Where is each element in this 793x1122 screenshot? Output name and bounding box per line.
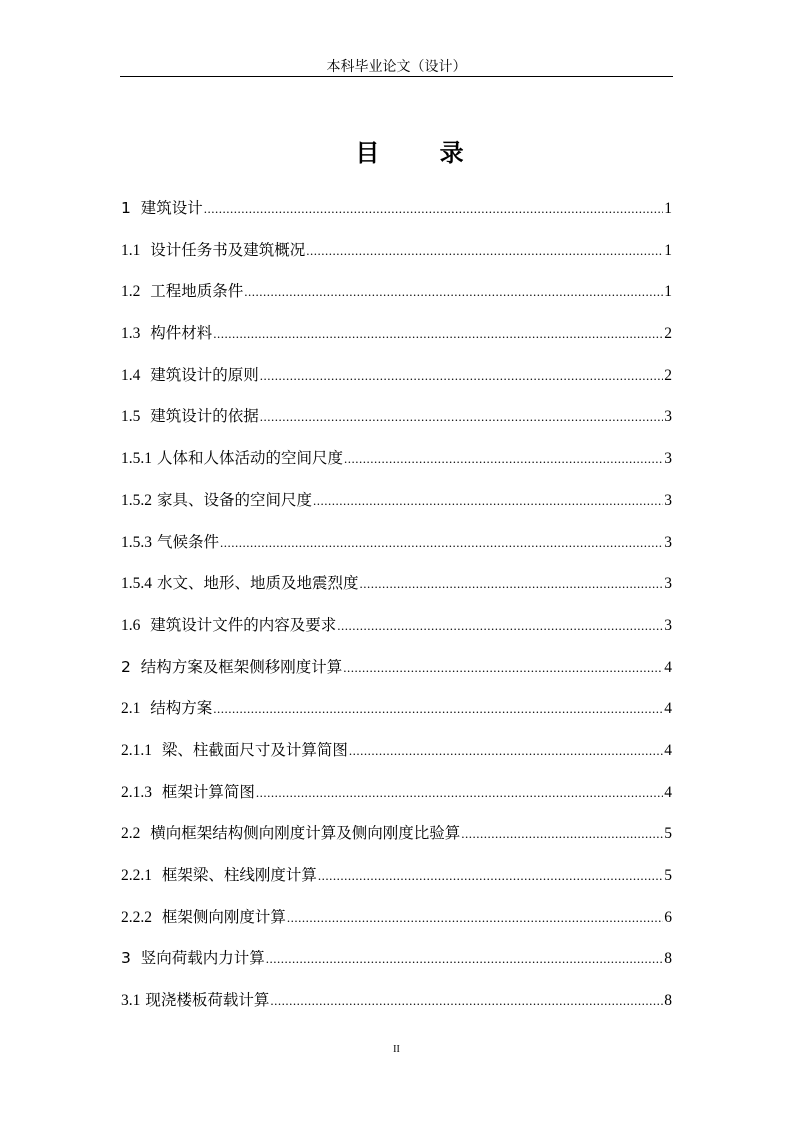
toc-entry-gap	[131, 658, 141, 676]
toc-entry-page: 3	[664, 450, 672, 468]
toc-entry-label: 建筑设计	[140, 199, 203, 217]
toc-leader-dots	[213, 326, 663, 342]
toc-entry[interactable]	[121, 988, 672, 1030]
toc-leader-dots	[256, 785, 663, 801]
toc-entry-label: 气候条件	[156, 532, 219, 551]
toc-entry-gap	[140, 699, 150, 717]
toc-entry-label: 建筑设计文件的内容及要求	[150, 615, 337, 634]
toc-entry-label: 家具、设备的空间尺度	[156, 490, 312, 509]
toc-leader-dots	[204, 201, 664, 217]
toc-entry-number: 1.5.2	[121, 491, 152, 509]
toc-entry-label: 工程地质条件	[150, 282, 244, 301]
toc-entry-label: 框架计算简图	[161, 782, 255, 801]
toc-entry-page: 1	[664, 283, 672, 301]
toc-entry[interactable]	[121, 696, 672, 738]
toc-entry[interactable]	[121, 238, 672, 280]
toc-entry-page: 5	[664, 867, 672, 884]
toc-entry-label: 人体和人体活动的空间尺度	[156, 449, 343, 468]
toc-entry-number: 1.3	[121, 325, 141, 343]
toc-entry-gap	[140, 366, 150, 384]
toc-entry-page: 3	[664, 616, 672, 634]
toc-entry[interactable]	[121, 446, 672, 488]
toc-entry-page: 3	[664, 491, 672, 509]
toc-entry[interactable]	[121, 738, 672, 780]
toc-leader-dots	[337, 618, 663, 634]
toc-entry[interactable]	[121, 905, 672, 947]
header-rule	[120, 76, 673, 77]
toc-entry-number: 1.5	[121, 408, 141, 426]
toc-entry-page: 8	[664, 992, 672, 1010]
toc-entry-label: 水文、地形、地质及地震烈度	[156, 574, 359, 593]
toc-leader-dots	[270, 993, 663, 1009]
toc-entry[interactable]	[121, 821, 672, 863]
toc-entry-label: 竖向荷载内力计算	[140, 949, 265, 968]
toc-leader-dots	[344, 451, 663, 467]
toc-title: 目 录	[355, 139, 490, 167]
toc-entry-page: 2	[664, 325, 672, 343]
toc-entry-label: 构件材料	[150, 324, 213, 343]
toc-entry-gap	[152, 741, 162, 759]
toc-entry-label: 框架侧向刚度计算	[161, 907, 286, 926]
running-header: 本科毕业论文（设计）	[326, 59, 467, 75]
toc-entry-page: 4	[664, 783, 672, 801]
toc-entry[interactable]	[121, 530, 672, 572]
toc-entry-number: 1	[121, 199, 131, 217]
toc-entry-page: 4	[664, 741, 672, 759]
toc-entry[interactable]	[121, 946, 672, 988]
toc-leader-dots	[306, 243, 663, 259]
toc-entry[interactable]	[121, 279, 672, 321]
toc-leader-dots	[244, 284, 663, 300]
toc-entry-number: 2.1.3	[121, 783, 152, 801]
toc-entry-page: 4	[664, 700, 672, 718]
toc-entry-number: 1.1	[121, 241, 141, 259]
toc-entry-number: 2.2.1	[121, 867, 152, 884]
toc-entry-gap	[131, 949, 141, 967]
toc-entry[interactable]	[121, 404, 672, 446]
toc-entry-label: 横向框架结构侧向刚度计算及侧向刚度比验算	[150, 824, 461, 843]
toc-entry-label: 建筑设计的原则	[150, 365, 259, 384]
toc-leader-dots	[343, 660, 663, 676]
toc-leader-dots	[461, 826, 663, 842]
toc-entry-page: 4	[664, 658, 672, 676]
toc-entry-page: 1	[664, 200, 672, 217]
toc-entry-number: 1.6	[121, 616, 141, 634]
toc-entry-page: 8	[664, 950, 672, 968]
toc-entry-number: 2.2.2	[121, 908, 152, 926]
toc-entry-page: 3	[664, 408, 672, 426]
toc-entry-label: 框架梁、柱线刚度计算	[161, 866, 317, 884]
toc-entry[interactable]	[121, 655, 672, 697]
toc-leader-dots	[266, 951, 664, 967]
toc-leader-dots	[220, 535, 663, 551]
toc-entry-label: 建筑设计的依据	[150, 407, 259, 426]
toc-entry-page: 6	[664, 908, 672, 926]
toc-entry-label: 结构方案	[150, 699, 213, 718]
toc-entry-gap	[140, 282, 150, 300]
toc-leader-dots	[213, 701, 663, 717]
toc-leader-dots	[260, 409, 664, 425]
toc-entry-gap	[140, 824, 150, 842]
toc-entry-page: 3	[664, 533, 672, 551]
toc-entry-gap	[140, 616, 150, 634]
toc-entry-gap	[152, 783, 162, 801]
toc-entry[interactable]	[121, 780, 672, 822]
toc-entry-label: 结构方案及框架侧移刚度计算	[140, 657, 343, 676]
toc-entry-gap	[140, 324, 150, 342]
page-number: II	[393, 1044, 400, 1055]
toc-entry-page: 1	[664, 241, 672, 259]
toc-entry-gap	[140, 241, 150, 259]
toc-leader-dots	[313, 493, 663, 509]
toc-entry-number: 1.5.3	[121, 533, 152, 551]
toc-leader-dots	[260, 368, 664, 384]
toc-entry[interactable]	[121, 488, 672, 530]
toc-entry-number: 1.4	[121, 366, 141, 384]
toc-entry-number: 1.5.1	[121, 450, 152, 468]
toc-entry-label: 梁、柱截面尺寸及计算简图	[161, 740, 348, 759]
toc-entry-page: 2	[664, 366, 672, 384]
toc-entry-number: 1.5.4	[121, 575, 152, 593]
toc-entry[interactable]	[121, 196, 672, 238]
toc-entry[interactable]	[121, 363, 672, 405]
toc-entry-number: 1.2	[121, 283, 141, 301]
toc-entry-number: 2	[121, 657, 131, 676]
toc-leader-dots	[359, 576, 663, 592]
toc-entry-number: 2.2	[121, 825, 141, 843]
toc-entry-number: 2.1	[121, 700, 141, 718]
toc-leader-dots	[318, 868, 663, 884]
toc-entry-gap	[152, 908, 162, 926]
toc-entry-page: 5	[664, 825, 672, 843]
toc-entry-label: 设计任务书及建筑概况	[150, 240, 306, 259]
table-of-contents	[121, 196, 672, 1030]
toc-entry-label: 现浇楼板荷载计算	[145, 991, 270, 1010]
toc-entry-page: 3	[664, 575, 672, 593]
toc-entry[interactable]	[121, 571, 672, 613]
toc-entry-number: 3.1	[121, 992, 141, 1010]
toc-entry-number: 3	[121, 949, 131, 968]
toc-entry-gap	[131, 199, 141, 217]
toc-leader-dots	[287, 910, 663, 926]
toc-entry[interactable]	[121, 321, 672, 363]
toc-leader-dots	[349, 743, 663, 759]
toc-entry-gap	[140, 407, 150, 425]
toc-entry[interactable]	[121, 613, 672, 655]
toc-entry-gap	[152, 866, 162, 884]
toc-entry[interactable]	[121, 863, 672, 905]
toc-entry-number: 2.1.1	[121, 741, 152, 759]
